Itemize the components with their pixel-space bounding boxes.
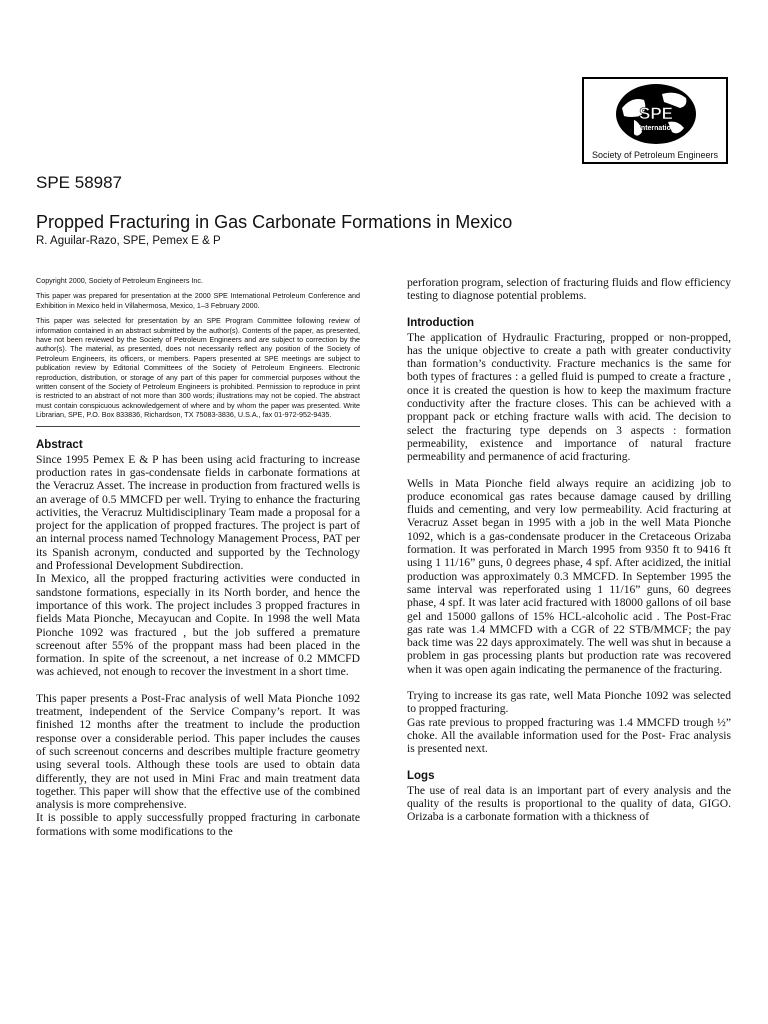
logs-paragraph: The use of real data is an important part of every analysis and the quality of the results is proportional to the quality of data, GIGO. Orizaba is a carbonate formation with a thickness of xyxy=(407,783,731,824)
paper-title: Propped Fracturing in Gas Carbonate Formations in Mexico xyxy=(36,212,513,232)
logs-heading: Logs xyxy=(407,769,435,782)
left-column xyxy=(36,276,360,838)
abstract-paragraph: It is possible to apply successfully propped fracturing in carbonate formations with some modifications to the xyxy=(36,811,360,838)
intro-paragraph: The application of Hydraulic Fracturing, propped or non-propped, has the unique objective to create a path with greater conductivity than formation’s conductivity. Fracture mechanics is the same for both types of fractures : a gelled fluid is pumped to create a fracture , once it is created the question is how to keep the maximum fracture conductivity after the fracture closes. This can be achieved with a proppant pack or etching fracture walls with acid. The decision to select the fracturing type depends on 3 aspects : formation permeability, existence and importance of natural fracture permeability and permanence of acid fracturing. xyxy=(407,330,731,464)
abstract-paragraph: This paper presents a Post-Frac analysis of well Mata Pionche 1092 treatment, independent of the Service Company’s report. It was finished 12 months after the treatment to include the production response over a considerable period. This paper includes the causes of such screenout concerns and describes multiple fracture geometry using several tools. Although these tools are used to obtain data differently, they are not used in Mini Frac and main treatment data together. This paper will show that the effective use of the combined analysis is more comprehensive. xyxy=(36,691,360,812)
logo-caption: Society of Petroleum Engineers xyxy=(591,150,719,160)
abstract-paragraph: In Mexico, all the propped fracturing activities were conducted in sandstone formations, especially in its North border, and hence the importance of this work. The project includes 3 propped fractures in fields Mata Pionche, Mecayucan and Copite. In 1998 the well Mata Pionche 1092 was fractured , but the job suffered a premature screenout after 55% of the proppant mass had been placed in the formation. In spite of the screenout, a net increase of 0.2 MMCFD was achieved, not enough to recover the investment in a short time. xyxy=(36,572,360,679)
copyright-line: Copyright 2000, Society of Petroleum Engineers Inc. xyxy=(36,276,204,285)
paper-authors: R. Aguilar-Razo, SPE, Pemex E & P xyxy=(36,235,221,247)
svg-text:SPE: SPE xyxy=(638,104,674,123)
abstract-heading: Abstract xyxy=(36,438,83,451)
globe-icon xyxy=(614,82,698,146)
logs-body xyxy=(407,784,731,824)
introduction-heading: Introduction xyxy=(407,316,475,329)
copyright-notice xyxy=(36,276,360,420)
divider xyxy=(36,426,360,427)
presentation-note: This paper was prepared for presentation at the 2000 SPE International Petroleum Conference and Exhibition in Mexico held in Villahermosa, Mexico, 1–3 February 2000. xyxy=(36,291,360,310)
abstract-paragraph: Since 1995 Pemex E & P has been using acid fracturing to increase production rates in gas-condensate fields in carbonate formations at the Veracruz Asset. The increase in production from fractured wells is an average of 0.5 MMCFD per well. Trying to enhance the fracturing activities, the Veracruz Multidisciplinary Team made a proposal for a project for the application of propped fractures. The project is part of an internal process named Technology Management Process, PAT per its Spanish acronym, conducted and supported by the Technology and Professional Development Subdirection. xyxy=(36,452,360,573)
introduction-body xyxy=(407,331,731,756)
paper-number: SPE 58987 xyxy=(36,173,123,192)
svg-text:International: International xyxy=(638,125,682,132)
spe-logo xyxy=(582,77,728,164)
intro-paragraph: Trying to increase its gas rate, well Mata Pionche 1092 was selected to propped fracturing. xyxy=(407,689,731,716)
review-note: This paper was selected for presentation by an SPE Program Committee following review of information contained in an abstract submitted by the author(s). Contents of the paper, as presented, have not been reviewed by the Society of Petroleum Engineers and are subject to correction by the author(s). The material, as presented, does not necessarily reflect any position of the Society of Petroleum Engineers, its officers, or members. Papers presented at SPE meetings are subject to publication review by Editorial Committees of the Society of Petroleum Engineers. Electronic reproduction, distribution, or storage of any part of this paper for commercial purposes without the written consent of the Society of Petroleum Engineers is prohibited. Permission to reproduce in print is restricted to an abstract of not more than 300 words; illustrations may not be copied. The abstract must contain conspicuous acknowledgement of where and by whom the paper was presented. Write Librarian, SPE, P.O. Box 833836, Richardson, TX 75083-3836, U.S.A., fax 01-972-952-9435. xyxy=(36,316,360,420)
abstract-body xyxy=(36,453,360,838)
intro-paragraph: Gas rate previous to propped fracturing was 1.4 MMCFD trough ½” choke. All the available information used for the Post- Frac analysis is presented next. xyxy=(407,715,731,756)
continued-paragraph: perforation program, selection of fracturing fluids and flow efficiency testing to diagnose potential problems. xyxy=(407,276,731,303)
intro-paragraph: Wells in Mata Pionche field always require an acidizing job to produce economical gas rates because damage caused by drilling fluids and cementing, and very low permeability. Acid fracturing at Veracruz Asset began in 1995 with a job in the well Mata Pionche 1092, which is a gas-condensate producer in the Cretaceous Orizaba formation. It was perforated in March 1995 from 9350 ft to 9416 ft using 1 11/16” guns, 0 degrees phase, 4 spf. After acidized, the initial production was approximately 0.3 MMCFD. In September 1995 the same interval was reperforated using 1 11/16” guns, 60 degrees phase, 4 spf. It was later acid fractured with 18000 gallons of oil base gel and 15000 gallons of 15% HCL-alcoholic acid . The Post-Frac gas rate was 1.4 MMCFD with a CGR of 22 STB/MMCF; the pay back time was 22 days approximately. The well was shut in because a problem in gas processing plants but production rate was recovered when it was open again indicating the permanence of the fracturing. xyxy=(407,476,731,676)
right-column xyxy=(407,276,731,823)
